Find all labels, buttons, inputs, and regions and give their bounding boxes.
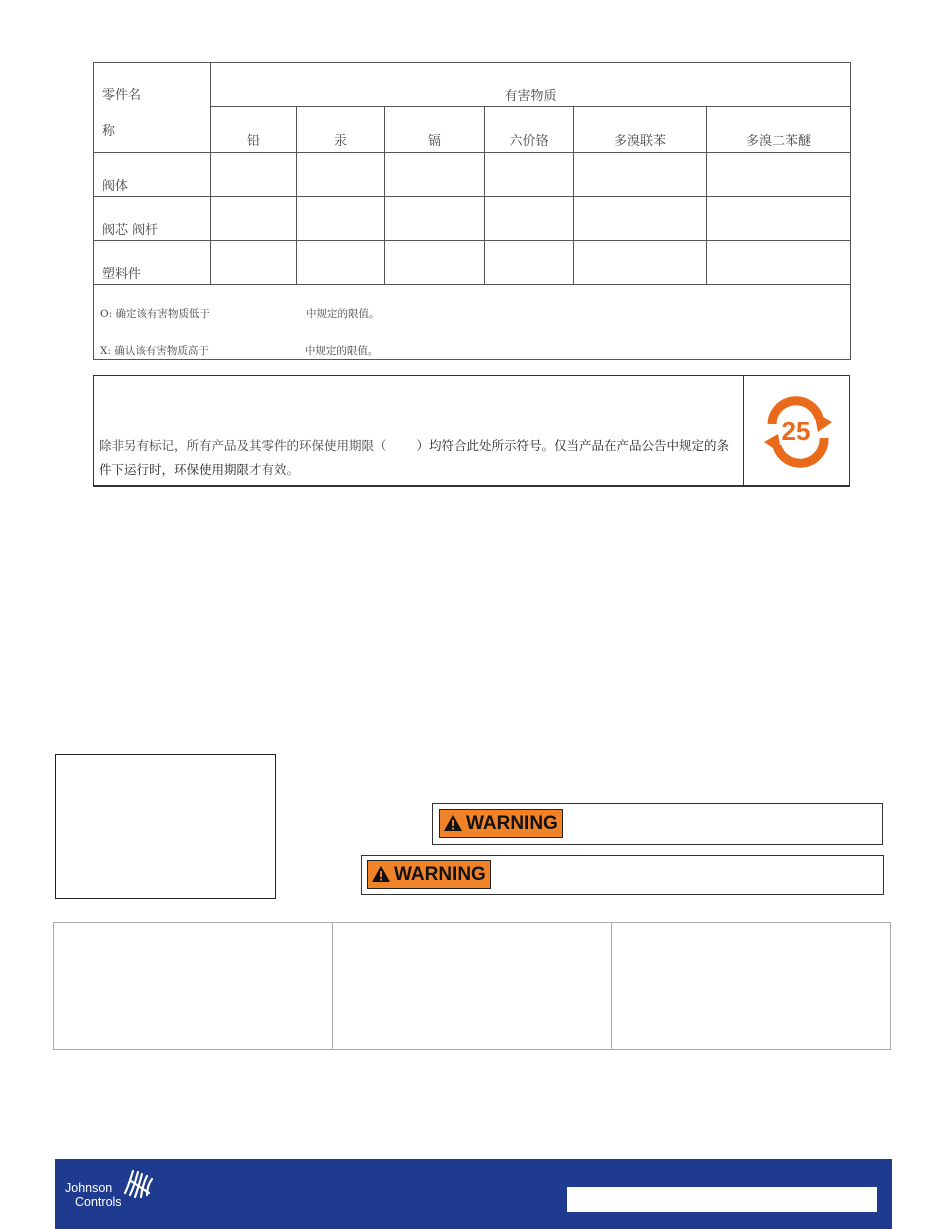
note-o — [100, 306, 379, 321]
table-cell — [297, 197, 385, 241]
warning-box — [432, 803, 883, 845]
table-row — [94, 241, 851, 285]
table-cell — [574, 153, 707, 197]
table-cell — [211, 241, 297, 285]
warning-text: WARNING — [466, 813, 558, 834]
hazardous-substances-table — [93, 62, 851, 360]
table-row — [94, 153, 851, 197]
three-column-panel — [53, 922, 891, 1050]
efup-logo-cell — [743, 376, 850, 485]
efup-text-3: 才有效。 — [249, 462, 300, 477]
panel-column — [612, 923, 890, 1049]
table-cell — [385, 153, 485, 197]
warning-triangle-icon — [443, 814, 463, 832]
column-header-pbde: 多溴二苯醚 — [707, 107, 851, 153]
table-cell — [211, 153, 297, 197]
warning-label — [439, 809, 563, 838]
table-cell — [707, 197, 851, 241]
table-cell — [297, 241, 385, 285]
blank-box — [55, 754, 276, 899]
warning-text: WARNING — [394, 864, 486, 885]
efup-logo-number: 25 — [781, 416, 811, 446]
brand-line2: Controls — [75, 1195, 122, 1209]
footer-bar — [55, 1159, 892, 1229]
brand-line1: Johnson — [65, 1181, 113, 1195]
efup-25-icon — [744, 376, 850, 485]
table-cell — [574, 197, 707, 241]
warning-triangle-icon — [371, 865, 391, 883]
efup-statement — [99, 434, 739, 482]
note-x-text-2: 中规定的限值。 — [304, 345, 379, 357]
table-cell — [707, 241, 851, 285]
table-cell — [485, 241, 574, 285]
table-cell — [297, 153, 385, 197]
table-cell — [211, 197, 297, 241]
row-name: 阀体 — [94, 153, 211, 197]
note-x-text-1: X: 确认该有害物质高于 — [100, 345, 209, 357]
table-cell — [485, 197, 574, 241]
note-x — [100, 343, 378, 358]
row-name: 塑料件 — [94, 241, 211, 285]
efup-statement-box — [93, 375, 850, 487]
table-notes — [94, 285, 851, 360]
warning-box — [361, 855, 884, 895]
table-cell — [485, 153, 574, 197]
hazardous-substance-group-header: 有害物质 — [211, 63, 851, 107]
column-header-mercury: 汞 — [297, 107, 385, 153]
panel-column — [333, 923, 612, 1049]
brand-logo — [65, 1181, 122, 1209]
warning-label — [367, 860, 491, 889]
note-o-text-2: 中规定的限值。 — [305, 308, 380, 320]
part-name-header-line2: 称 — [102, 124, 116, 139]
note-o-text-1: O: 确定该有害物质低于 — [100, 308, 210, 320]
column-header-cadmium: 镉 — [385, 107, 485, 153]
column-header-lead: 铅 — [211, 107, 297, 153]
row-name: 阀芯 阀杆 — [94, 197, 211, 241]
table-cell — [385, 197, 485, 241]
part-name-header — [94, 63, 211, 153]
efup-text-1: 除非另有标记，所有产品及其零件的环保使用期限（ — [99, 438, 387, 453]
efup-text-2: ）均符合此处所示符号。仅当产品在产品公告中规定的条件下运行时，环保使用期限 — [99, 438, 730, 477]
table-cell — [707, 153, 851, 197]
part-name-header-line1: 零件名 — [102, 88, 142, 103]
column-header-pbb: 多溴联苯 — [574, 107, 707, 153]
table-row — [94, 197, 851, 241]
table-cell — [385, 241, 485, 285]
table-cell — [574, 241, 707, 285]
panel-column — [54, 923, 333, 1049]
footer-document-field — [567, 1187, 877, 1212]
johnson-controls-mark-icon — [119, 1167, 159, 1201]
column-header-hexavalent-chromium: 六价铬 — [485, 107, 574, 153]
